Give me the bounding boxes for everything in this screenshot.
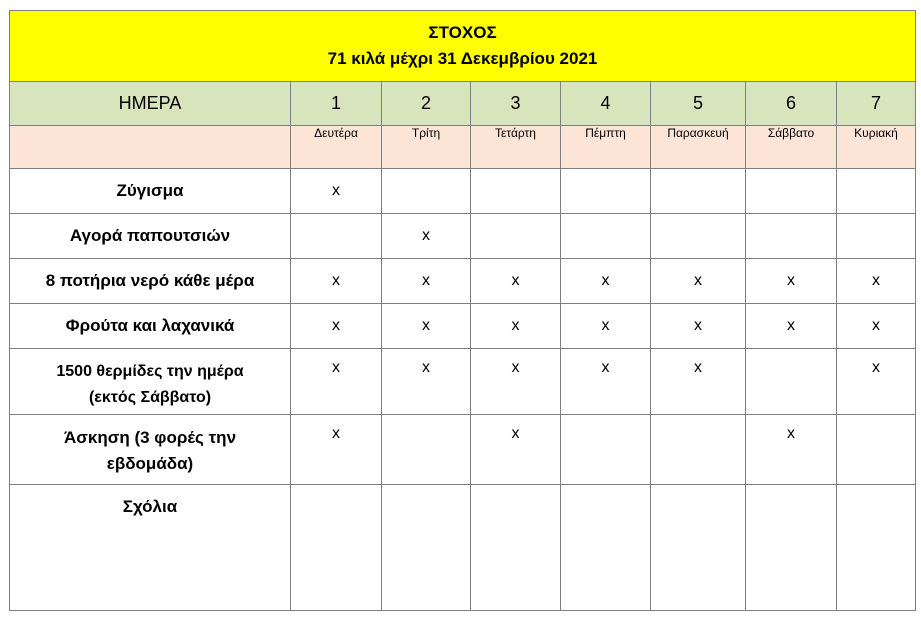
comments-row — [10, 485, 916, 611]
task-label-line: 1500 θερμίδες την ημέρα — [56, 363, 244, 380]
task-mark-cell[interactable] — [471, 214, 561, 259]
task-mark-cell[interactable] — [561, 169, 651, 214]
weekday-2: Τρίτη — [382, 126, 471, 169]
weekday-5: Παρασκευή — [651, 126, 746, 169]
day-number-5: 5 — [651, 82, 746, 126]
task-label: 8 ποτήρια νερό κάθε μέρα — [10, 259, 291, 304]
task-mark-cell[interactable]: x — [561, 304, 651, 349]
task-mark-cell[interactable] — [746, 349, 837, 415]
task-mark-cell[interactable]: x — [471, 304, 561, 349]
comments-cell[interactable] — [651, 485, 746, 611]
task-mark-cell[interactable]: x — [746, 259, 837, 304]
task-mark-cell[interactable]: x — [746, 415, 837, 485]
task-mark-cell[interactable]: x — [291, 415, 382, 485]
weekday-4: Πέμπτη — [561, 126, 651, 169]
task-mark-cell[interactable]: x — [561, 259, 651, 304]
task-label — [10, 349, 291, 415]
task-label-line: εβδομάδα) — [106, 454, 194, 473]
comments-cell[interactable] — [746, 485, 837, 611]
task-label: Αγορά παπουτσιών — [10, 214, 291, 259]
goal-title-cell — [10, 11, 916, 82]
weekday-row — [10, 126, 916, 169]
task-mark-cell[interactable] — [837, 214, 916, 259]
task-mark-cell[interactable] — [471, 169, 561, 214]
task-label-line: (εκτός Σάββατο) — [88, 389, 212, 406]
task-label-line: Άσκηση (3 φορές την — [63, 428, 237, 447]
comments-cell[interactable] — [837, 485, 916, 611]
task-mark-cell[interactable]: x — [651, 259, 746, 304]
task-row-weighing — [10, 169, 916, 214]
day-number-6: 6 — [746, 82, 837, 126]
task-label: Ζύγισμα — [10, 169, 291, 214]
comments-cell[interactable] — [561, 485, 651, 611]
day-number-3: 3 — [471, 82, 561, 126]
task-mark-cell[interactable] — [561, 214, 651, 259]
task-mark-cell[interactable]: x — [382, 304, 471, 349]
task-row-water — [10, 259, 916, 304]
comments-label: Σχόλια — [10, 485, 291, 611]
goal-title-row — [10, 11, 916, 82]
task-mark-cell[interactable]: x — [561, 349, 651, 415]
weekday-6: Σάββατο — [746, 126, 837, 169]
task-mark-cell[interactable]: x — [291, 349, 382, 415]
day-number-1: 1 — [291, 82, 382, 126]
task-row-shoes — [10, 214, 916, 259]
task-mark-cell[interactable] — [651, 214, 746, 259]
task-row-exercise — [10, 415, 916, 485]
task-label: Φρούτα και λαχανικά — [10, 304, 291, 349]
task-mark-cell[interactable]: x — [471, 415, 561, 485]
task-row-calories — [10, 349, 916, 415]
task-mark-cell[interactable] — [561, 415, 651, 485]
task-mark-cell[interactable] — [382, 415, 471, 485]
day-number-row — [10, 82, 916, 126]
task-mark-cell[interactable]: x — [837, 259, 916, 304]
task-label — [10, 415, 291, 485]
comments-cell[interactable] — [382, 485, 471, 611]
task-mark-cell[interactable] — [651, 169, 746, 214]
task-mark-cell[interactable]: x — [291, 169, 382, 214]
task-mark-cell[interactable]: x — [471, 259, 561, 304]
task-mark-cell[interactable]: x — [291, 304, 382, 349]
weekday-7: Κυριακή — [837, 126, 916, 169]
task-mark-cell[interactable] — [746, 214, 837, 259]
task-mark-cell[interactable]: x — [837, 349, 916, 415]
task-row-fruits — [10, 304, 916, 349]
task-mark-cell[interactable] — [291, 214, 382, 259]
task-mark-cell[interactable]: x — [651, 304, 746, 349]
task-mark-cell[interactable] — [746, 169, 837, 214]
task-mark-cell[interactable] — [837, 169, 916, 214]
task-mark-cell[interactable]: x — [837, 304, 916, 349]
task-mark-cell[interactable]: x — [382, 349, 471, 415]
task-mark-cell[interactable] — [837, 415, 916, 485]
weekday-empty-cell — [10, 126, 291, 169]
weekly-goal-table — [9, 10, 916, 611]
day-number-4: 4 — [561, 82, 651, 126]
task-mark-cell[interactable]: x — [471, 349, 561, 415]
task-mark-cell[interactable]: x — [382, 259, 471, 304]
day-label-cell: ΗΜΕΡΑ — [10, 82, 291, 126]
weekday-3: Τετάρτη — [471, 126, 561, 169]
task-mark-cell[interactable]: x — [651, 349, 746, 415]
task-mark-cell[interactable]: x — [746, 304, 837, 349]
weekday-1: Δευτέρα — [291, 126, 382, 169]
goal-title: ΣΤΟΧΟΣ — [428, 23, 497, 42]
comments-cell[interactable] — [471, 485, 561, 611]
task-mark-cell[interactable] — [651, 415, 746, 485]
task-mark-cell[interactable]: x — [291, 259, 382, 304]
day-number-7: 7 — [837, 82, 916, 126]
task-mark-cell[interactable]: x — [382, 214, 471, 259]
goal-subtitle: 71 κιλά μέχρι 31 Δεκεμβρίου 2021 — [327, 49, 598, 68]
comments-cell[interactable] — [291, 485, 382, 611]
day-number-2: 2 — [382, 82, 471, 126]
task-mark-cell[interactable] — [382, 169, 471, 214]
